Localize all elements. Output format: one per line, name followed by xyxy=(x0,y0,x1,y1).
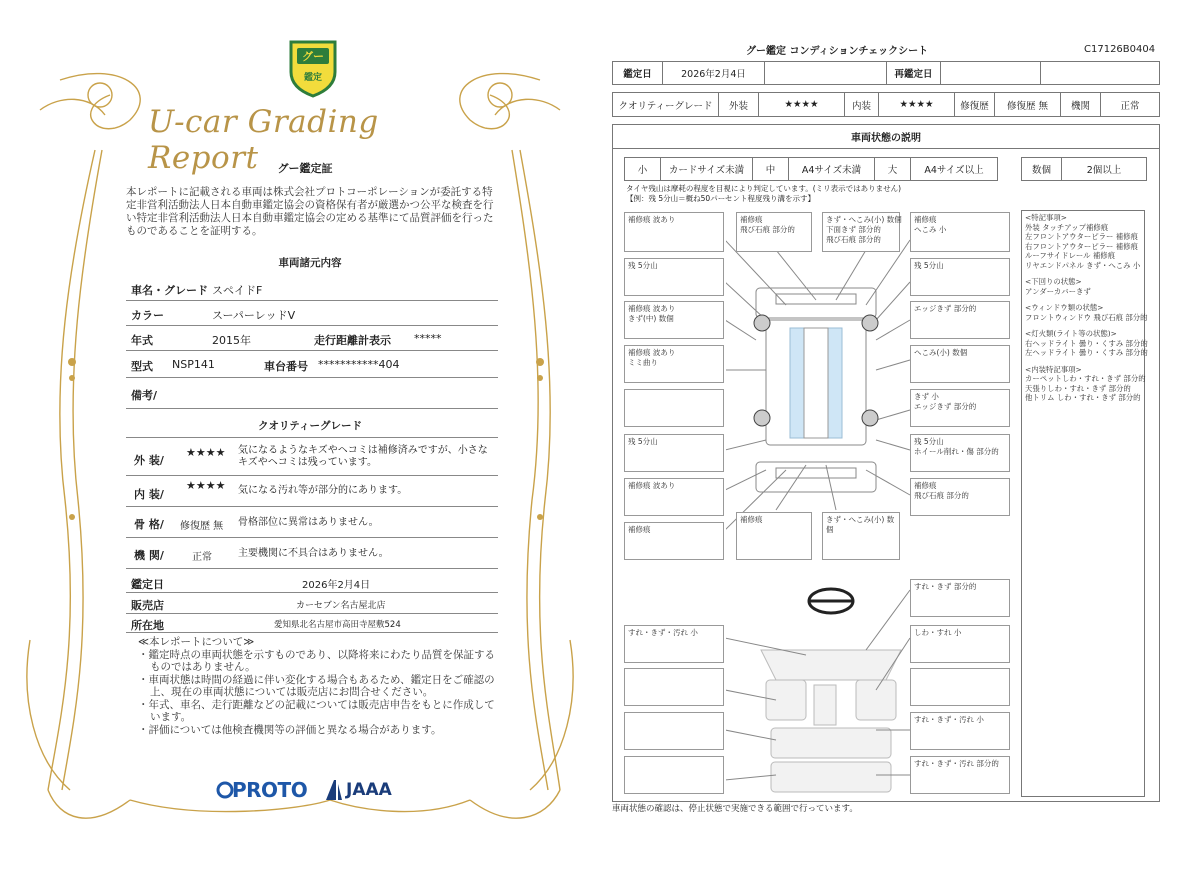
redate-value xyxy=(941,62,1041,84)
legend-small-desc: カードサイズ未満 xyxy=(661,158,753,180)
info-address-value: 愛知県北名古屋市高田寺屋敷524 xyxy=(274,620,401,630)
ext-label: 外装 xyxy=(719,93,759,116)
spec-year-label: 年式 xyxy=(131,334,153,347)
panel-right-rear: 補修痕 飛び石痕 部分的 xyxy=(910,478,1010,516)
int-stars: ★★★★ xyxy=(879,93,955,116)
legend-large-desc: A4サイズ以上 xyxy=(924,165,984,176)
spec-color-label: カラー xyxy=(131,309,164,322)
report-script-title: U-car Grading Report xyxy=(148,104,379,176)
spec-mileage-label: 走行距離計表示 xyxy=(314,334,391,347)
quality-row-frame xyxy=(126,508,498,538)
info-row-date xyxy=(126,573,498,593)
interior-right-front-seat: しわ・すれ 小 xyxy=(910,625,1010,663)
spec-heading: 車両諸元内容 xyxy=(278,257,342,269)
ext-stars: ★★★★ xyxy=(759,93,845,116)
note-item: ・車両状態は時間の経過に伴い変化する場合もあるため、鑑定日をご確認の上、現在の車両状態については販売店にお問合せください。 xyxy=(138,673,495,698)
date-blank xyxy=(765,62,887,84)
grade-label: クオリティーグレード xyxy=(613,93,719,116)
size-legend xyxy=(624,157,998,181)
sponsor-logos xyxy=(216,776,416,806)
spec-color-value: スーパーレッドV xyxy=(212,309,296,322)
proto-logo-text: PROTO xyxy=(232,778,308,802)
jaaa-logo-text: JAAA xyxy=(346,780,392,800)
spec-name-label: 車名・グレード xyxy=(131,284,208,297)
info-shop-value: カーセブン名古屋北店 xyxy=(296,601,386,611)
panel-left-tire-front: 残 5分山 xyxy=(624,258,724,296)
panel-left-bottom: 補修痕 xyxy=(624,522,724,560)
note-item: ・年式、車名、走行距離などの記載については販売店申告をもとに作成しています。 xyxy=(138,698,495,723)
svg-text:鑑定: 鑑定 xyxy=(303,73,323,83)
interior-cargo: すれ・きず・汚れ 部分的 xyxy=(910,756,1010,794)
panel-right-tire-rear: 残 5分山 ホイール削れ・傷 部分的 xyxy=(910,434,1010,472)
frame-value: 修復歴 無 xyxy=(180,521,224,532)
quality-row-exterior xyxy=(126,440,498,476)
quality-row-engine xyxy=(126,539,498,569)
info-date-label: 鑑定日 xyxy=(131,578,164,591)
note-interior: <内装特記事項> カーペットしわ・すれ・きず 部分的 天張りしわ・すれ・きず 部分的 他トリム しわ・すれ・きず 部分的 xyxy=(1025,364,1146,402)
steering-wheel-icon xyxy=(809,589,853,613)
legend-qty-desc: 2個以上 xyxy=(1086,165,1122,176)
legend-medium-desc: A4サイズ未満 xyxy=(789,158,875,180)
note-item: ・評価については他検査機関等の評価と異なる場合があります。 xyxy=(138,723,442,736)
special-notes xyxy=(1021,210,1148,797)
legend-qty: 数個 xyxy=(1022,158,1062,180)
spec-row-remarks xyxy=(126,379,498,409)
jaaa-logo-icon xyxy=(324,778,344,802)
panel-right-door-front: エッジきず 部分的 xyxy=(910,301,1010,339)
interior-left-front-seat: すれ・きず・汚れ 小 xyxy=(624,625,724,663)
exterior-label: 外 装/ xyxy=(134,454,164,467)
info-address-label: 所在地 xyxy=(131,619,164,632)
note-lights: <灯火類(ライト等の状態)> 右ヘッドライト 曇り・くすみ 部分的 左ヘッドライト 曇り・くすみ 部分的 xyxy=(1025,329,1148,357)
redate-label: 再鑑定日 xyxy=(887,62,941,84)
spec-row-model xyxy=(126,352,498,378)
interior-rear-seat: すれ・きず・汚れ 小 xyxy=(910,712,1010,750)
certificate-heading: グー鑑定証 xyxy=(277,162,333,175)
engine-value: 正常 xyxy=(192,552,212,563)
quality-row-interior xyxy=(126,477,498,507)
panel-left-rocker xyxy=(624,389,724,427)
panel-hood: 補修痕 飛び石痕 部分的 xyxy=(736,212,812,252)
date-row xyxy=(612,61,1160,85)
legend-medium: 中 xyxy=(753,158,789,180)
spec-chassis-label: 車台番号 xyxy=(264,360,308,373)
panel-right-tire-front: 残 5分山 xyxy=(910,258,1010,296)
spec-mileage-value: ***** xyxy=(414,332,442,345)
panel-front-bumper: きず・へこみ(小) 数個 下面きず 部分的 飛び石痕 部分的 xyxy=(822,212,900,252)
note-windows: <ウィンドウ類の状態> フロントウィンドウ 飛び石痕 部分的 xyxy=(1025,303,1148,322)
certificate-statement: 本レポートに記載される車両は株式会社プロトコーポレーションが委託する特定非営利活動法人日本自動車鑑定協会の資格保有者が厳選かつ公平な検査を行い特定非営利活動法人日本自動車鑑定協会の定める基準にて品質評価を行ったものであることを証明する。 xyxy=(126,186,494,237)
spec-chassis-value: ***********404 xyxy=(318,358,400,371)
panel-left-door-rear: 補修痕 波あり ミミ曲り xyxy=(624,345,724,383)
frame-desc: 骨格部位に異常はありません。 xyxy=(238,517,379,528)
legend-small: 小 xyxy=(625,158,661,180)
quality-grade-heading: クオリティーグレード xyxy=(258,420,362,432)
goo-kantei-badge-icon xyxy=(283,38,343,98)
interior-desc: 気になる汚れ等が部分的にあります。 xyxy=(238,485,408,496)
spec-year-value: 2015年 xyxy=(212,334,251,347)
interior-left-rear xyxy=(624,712,724,750)
exterior-desc: 気になるようなキズやヘコミは補修済みですが、小さなキズやヘコミは残っています。 xyxy=(238,445,488,468)
panel-right-door-rear: へこみ(小) 数個 xyxy=(910,345,1010,383)
info-row-address xyxy=(126,615,498,633)
condition-heading: 車両状態の説明 xyxy=(612,124,1160,149)
interior-stars: ★★★★ xyxy=(186,479,226,492)
note-underbody: <下回りの状態> アンダーカバーきず xyxy=(1025,277,1091,296)
spec-model-value: NSP141 xyxy=(172,358,215,371)
sheet-title: グー鑑定 コンディションチェックシート xyxy=(746,46,929,57)
int-label: 内装 xyxy=(845,93,879,116)
repair-value: 修復歴 無 xyxy=(995,93,1061,116)
date-value: 2026年2月4日 xyxy=(663,62,765,84)
engine-label: 機 関/ xyxy=(134,549,164,562)
interior-left-door xyxy=(624,668,724,706)
spec-row-color xyxy=(126,302,498,326)
note-special: <特記事項> 外装 タッチアップ補修痕 左フロントアウターピラー 補修痕 右フロントアウターピラー 補修痕 ルーフサイドレール 補修痕 リヤエンドパネル きず・へこみ 小 xyxy=(1025,213,1141,270)
info-row-shop xyxy=(126,594,498,614)
svg-text:グー: グー xyxy=(302,50,324,63)
repair-label: 修復歴 xyxy=(955,93,995,116)
grading-certificate xyxy=(0,0,600,873)
spec-row-name xyxy=(126,277,498,301)
date-label: 鑑定日 xyxy=(613,62,663,84)
legend-large: 大 xyxy=(875,158,911,180)
notes-title: ≪本レポートについて≫ xyxy=(138,636,255,648)
car-diagram xyxy=(726,210,926,810)
grade-row xyxy=(612,92,1160,117)
interior-dashboard: すれ・きず 部分的 xyxy=(910,579,1010,617)
sheet-code: C17126B0404 xyxy=(1084,44,1156,55)
panel-rear-bumper: きず・へこみ(小) 数個 xyxy=(822,512,900,560)
spec-model-label: 型式 xyxy=(131,360,153,373)
panel-right-rocker: きず 小 エッジきず 部分的 xyxy=(910,389,1010,427)
quality-divider xyxy=(126,437,498,438)
sheet-footer: 車両状態の確認は、停止状態で実施できる範囲で行っています。 xyxy=(612,804,858,814)
panel-left-door-front: 補修痕 波あり きず(中) 数個 xyxy=(624,301,724,339)
panel-left-rear: 補修痕 波あり xyxy=(624,478,724,516)
frame-label: 骨 格/ xyxy=(134,518,164,531)
info-date-value: 2026年2月4日 xyxy=(302,580,371,591)
spec-row-year xyxy=(126,327,498,351)
info-shop-label: 販売店 xyxy=(131,599,164,612)
note-item: ・鑑定時点の車両状態を示すものであり、以降将来にわたり品質を保証するものではありません。 xyxy=(138,648,495,673)
panel-left-tire-rear: 残 5分山 xyxy=(624,434,724,472)
spec-remarks-label: 備考/ xyxy=(131,389,158,402)
engine-value-sheet: 正常 xyxy=(1120,100,1140,112)
tire-example: 【例：残 5分山＝概ね50パーセント程度残り溝を示す】 xyxy=(626,194,816,203)
panel-left-front: 補修痕 波あり xyxy=(624,212,724,252)
interior-label: 内 装/ xyxy=(134,488,164,501)
exterior-stars: ★★★★ xyxy=(186,446,226,459)
spec-name-value: スペイドF xyxy=(212,284,263,297)
qty-legend xyxy=(1021,157,1147,181)
tire-note: タイヤ残山は摩耗の程度を目視により判定しています。(ミリ表示ではありません) xyxy=(626,184,902,193)
report-notes xyxy=(138,636,498,736)
panel-rear-gate: 補修痕 xyxy=(736,512,812,560)
interior-left-cargo xyxy=(624,756,724,794)
interior-right-door xyxy=(910,668,1010,706)
engine-label-sheet: 機関 xyxy=(1061,93,1101,116)
panel-right-front: 補修痕 へこみ 小 xyxy=(910,212,1010,252)
condition-check-sheet xyxy=(606,0,1166,873)
engine-desc: 主要機関に不具合はありません。 xyxy=(238,548,389,559)
